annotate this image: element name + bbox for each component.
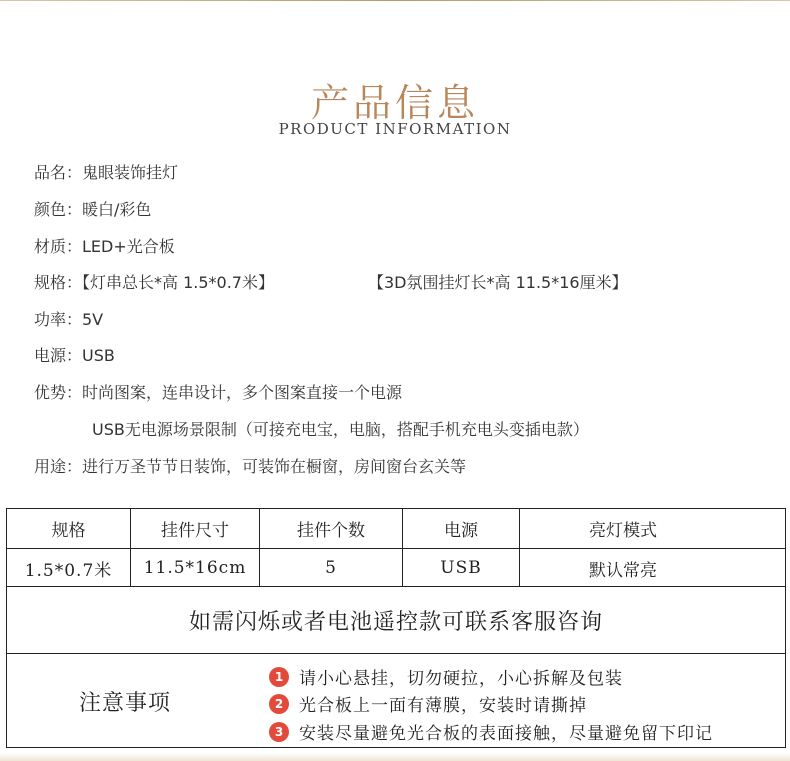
table-header-spec: 规格	[51, 521, 86, 541]
bottom-divider	[0, 753, 790, 761]
info-spec-right: 【3D氛围挂灯长*高 11.5*16厘米】	[368, 273, 628, 292]
table-cell-size: 11.5*16cm	[143, 558, 247, 578]
info-power: 功率：5V	[34, 310, 104, 329]
note-text: 安装尽量避免光合板的表面接触，尽量避免留下印记	[299, 724, 713, 744]
table-header-size: 挂件尺寸	[161, 521, 229, 541]
note-item-1	[269, 664, 623, 689]
table-col-divider	[519, 509, 520, 586]
info-spec-left: 规格：【灯串总长*高 1.5*0.7米】	[34, 273, 274, 292]
info-material: 材质：LED+光合板	[34, 237, 175, 256]
number-2-icon: 2	[269, 694, 289, 714]
table-row-divider	[7, 548, 785, 549]
page-subtitle: PRODUCT INFORMATION	[278, 120, 512, 138]
page-title: 产品信息	[310, 81, 479, 125]
contact-banner: 如需闪烁或者电池遥控款可联系客服咨询	[188, 609, 603, 635]
table-header-power: 电源	[444, 521, 478, 541]
info-source: 电源：USB	[34, 346, 115, 365]
info-usage: 用途：进行万圣节节日装饰，可装饰在橱窗，房间窗台玄关等	[34, 457, 467, 476]
table-cell-spec: 1.5*0.7米	[24, 560, 113, 581]
top-divider	[0, 0, 790, 1]
note-text: 请小心悬挂，切勿硬拉，小心拆解及包装	[299, 669, 623, 689]
table-col-divider	[130, 509, 131, 586]
note-item-2	[269, 691, 587, 716]
number-1-icon: 1	[269, 667, 289, 687]
spec-table	[6, 508, 786, 748]
table-cell-count: 5	[325, 558, 337, 578]
table-header-count: 挂件个数	[297, 521, 365, 541]
info-advantage-cont: USB无电源场景限制（可接充电宝，电脑，搭配手机充电头变插电款）	[92, 420, 589, 439]
table-header-mode: 亮灯模式	[589, 521, 657, 541]
table-col-divider	[402, 509, 403, 586]
table-cell-mode: 默认常亮	[589, 560, 657, 581]
info-advantage: 优势：时尚图案，连串设计，多个图案直接一个电源	[34, 383, 403, 402]
note-item-3	[269, 719, 713, 744]
info-name: 品名：鬼眼装饰挂灯	[34, 163, 179, 182]
table-cell-power: USB	[440, 558, 482, 578]
table-col-divider	[259, 509, 260, 586]
notes-title: 注意事项	[78, 690, 171, 716]
number-3-icon: 3	[269, 722, 289, 742]
note-text: 光合板上一面有薄膜，安装时请撕掉	[299, 696, 587, 716]
info-color: 颜色：暖白/彩色	[34, 200, 152, 219]
info-spec	[34, 270, 274, 293]
